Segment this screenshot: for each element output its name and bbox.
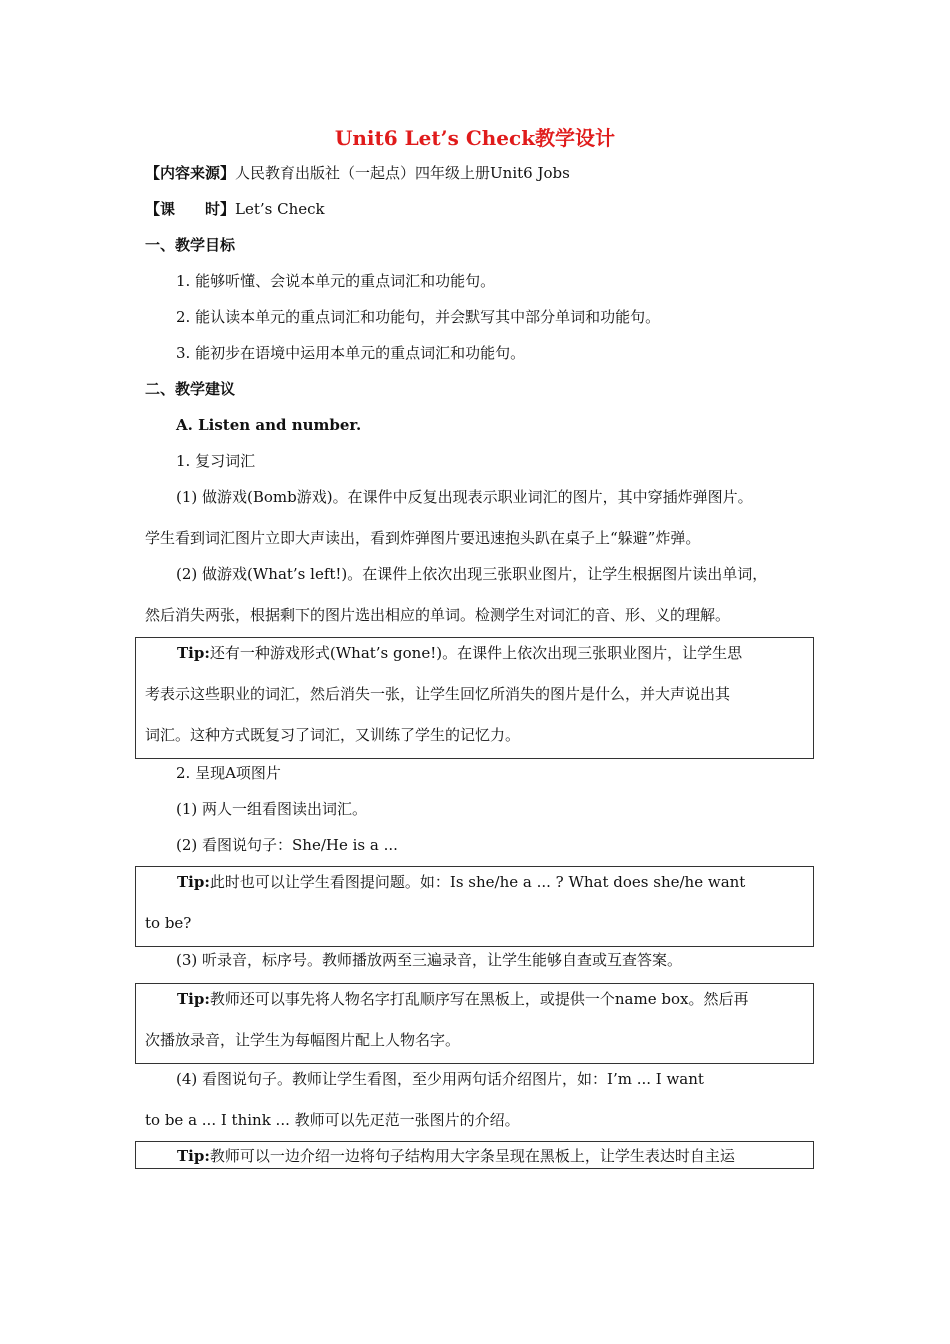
paragraph-line: (4) 看图说句子。教师让学生看图，至少用两句话介绍图片，如：I’m ... I want [176,1070,704,1088]
tip-box [135,983,814,1064]
tip-line [177,872,745,892]
part-a-heading: A. Listen and number. [176,416,362,434]
tip-text: 词汇。这种方式既复习了词汇，又训练了学生的记忆力。 [145,726,521,744]
period-text: Let’s Check [235,200,325,218]
tip-label: Tip: [177,873,210,891]
goal-item: 1. 能够听懂、会说本单元的重点词汇和功能句。 [176,272,496,290]
tip-label: Tip: [177,644,210,662]
paragraph-line: (2) 做游戏(What’s left!)。在课件上依次出现三张职业图片，让学生根据图片读出单词， [176,565,768,583]
paragraph-line: (1) 做游戏(Bomb游戏)。在课件中反复出现表示职业词汇的图片，其中穿插炸弹图片。 [176,488,753,506]
period-label: 【课 时】 [145,200,236,218]
goal-item: 3. 能初步在语境中运用本单元的重点词汇和功能句。 [176,344,526,362]
source-label: 【内容来源】 [145,164,236,182]
tip-text: 教师还可以事先将人物名字打乱顺序写在黑板上，或提供一个name box。然后再 [209,990,749,1008]
paragraph-line: to be a ... I think ... 教师可以先疋范一张图片的介绍。 [145,1111,520,1129]
paragraph-line: (3) 听录音，标序号。教师播放两至三遍录音，让学生能够自查或互查答案。 [176,951,683,969]
tip-line [177,1146,735,1166]
tip-text: 次播放录音，让学生为每幅图片配上人物名字。 [145,1031,461,1049]
tip-label: Tip: [177,990,210,1008]
source-line [145,163,570,183]
step-heading: 1. 复习词汇 [176,452,256,470]
paragraph-line: 学生看到词汇图片立即大声读出，看到炸弹图片要迅速抱头趴在桌子上“躲避”炸弹。 [145,529,701,547]
tip-text: 教师可以一边介绍一边将句子结构用大字条呈现在黑板上，让学生表达时自主运 [209,1147,735,1165]
tip-text: 还有一种游戏形式(What’s gone!)。在课件上依次出现三张职业图片，让学生思 [209,644,743,662]
tip-line [177,643,742,663]
section-heading-suggestions: 二、教学建议 [145,380,236,398]
tip-text: 此时也可以让学生看图提问题。如：Is she/he a ... ? What does she/he want [209,873,746,891]
tip-box [135,866,814,947]
paragraph-line: (1) 两人一组看图读出词汇。 [176,800,368,818]
tip-box [135,1141,814,1169]
paragraph-line: (2) 看图说句子：She/He is a ... [176,836,398,854]
period-line [145,199,325,219]
tip-box [135,637,814,759]
tip-text: to be? [145,914,192,932]
step-heading: 2. 呈现A项图片 [176,764,281,782]
paragraph-line: 然后消失两张，根据剩下的图片选出相应的单词。检测学生对词汇的音、形、义的理解。 [145,606,731,624]
tip-label: Tip: [177,1147,210,1165]
goal-item: 2. 能认读本单元的重点词汇和功能句，并会默写其中部分单词和功能句。 [176,308,661,326]
tip-line [177,989,748,1009]
document-title: Unit6 Let’s Check教学设计 [334,126,616,150]
tip-text: 考表示这些职业的词汇，然后消失一张，让学生回忆所消失的图片是什么，并大声说出其 [145,685,731,703]
section-heading-goals: 一、教学目标 [145,236,236,254]
source-text: 人民教育出版社（一起点）四年级上册Unit6 Jobs [235,164,570,182]
